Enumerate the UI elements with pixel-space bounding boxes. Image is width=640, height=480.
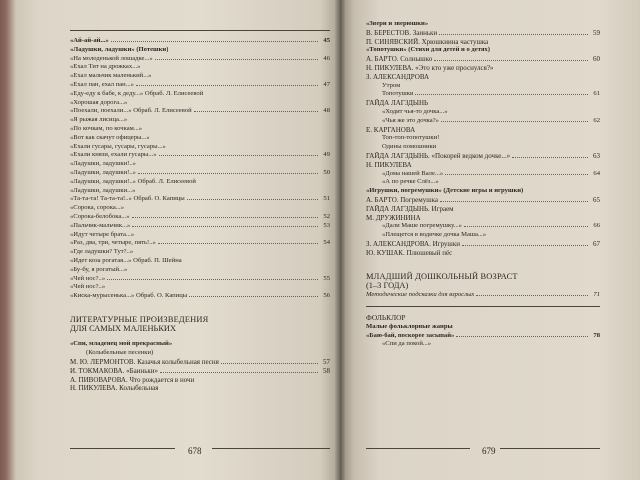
leader-dots — [138, 173, 318, 174]
toc-entry-page: 64 — [593, 169, 600, 177]
toc-entry-title: А. БАРТО. Солнышко — [366, 55, 433, 64]
toc-entry-title: «Баю-бай, поскорее засыпай» — [366, 331, 455, 339]
toc-entry — [70, 248, 330, 257]
toc-entry — [70, 349, 330, 358]
toc-entry-title: М. Ю. ЛЕРМОНТОВ. Казачья колыбельная песня — [70, 358, 219, 366]
leader-dots — [155, 59, 318, 60]
toc-entry-title: «Плещется в водичке дочка Маша...» — [382, 231, 487, 239]
folio-rule-right — [212, 448, 330, 449]
toc-entry-page: 52 — [323, 212, 330, 220]
toc-entry-title: ГАЙДА ЛАГЗДЫНЬ. Играем — [366, 204, 454, 213]
toc-entry-title: «Топотушки» (Стихи для детей и о детях) — [366, 46, 490, 54]
toc-entry — [70, 195, 330, 204]
toc-entry-title: Топотушки — [382, 90, 414, 98]
toc-entry — [70, 37, 330, 46]
toc-entry-page: 56 — [323, 292, 330, 300]
toc-entry-title: М. ДРУЖИНИНА — [366, 213, 421, 222]
toc-entry — [70, 222, 330, 231]
toc-entry-title: ГАЙДА ЛАГЗДЫНЬ — [366, 99, 429, 108]
toc-entry-title: «Вот как скачут офицеры...» — [70, 133, 150, 141]
toc-entry-title: «Где ладушки? Тут?..» — [70, 248, 134, 256]
toc-entry-page: 51 — [323, 195, 330, 203]
toc-entry — [70, 239, 330, 248]
toc-entry — [70, 358, 330, 367]
leader-dots — [221, 363, 318, 364]
toc-entry — [366, 196, 600, 205]
toc-entry-title: «Сорока, сорока...» — [70, 204, 125, 212]
toc-entry-title: «Ладушки, ладушки!..» — [70, 160, 136, 168]
toc-entry-title: Методические подсказки для взрослых — [366, 291, 475, 299]
toc-entry — [70, 292, 330, 301]
leader-dots — [462, 245, 588, 246]
toc-entry-title: «Ехал мальчик маленький...» — [70, 72, 152, 80]
leader-dots — [136, 85, 318, 86]
toc-entry-title: «Хорошая дорога...» — [70, 98, 128, 106]
toc-entry-title: Н. ПИКУЛЕВА. Колыбельная — [70, 384, 159, 393]
toc-entry — [70, 107, 330, 116]
toc-entry-title: «Ай-ай-ай...» — [70, 37, 109, 44]
toc-entry — [366, 46, 600, 55]
book-spine-shadow — [335, 0, 345, 480]
toc-entry — [70, 283, 330, 292]
toc-entry-title: «Спи, младенец мой прекрасный» — [70, 340, 173, 348]
toc-entry-title: «Ехал пан, ехал пан...» — [70, 80, 134, 88]
leader-dots — [434, 60, 588, 61]
toc-entry — [366, 117, 600, 126]
toc-entry — [70, 125, 330, 134]
toc-entry — [70, 116, 330, 125]
toc-entry-page: 59 — [593, 28, 600, 37]
left-entries-list — [70, 37, 330, 301]
toc-entry — [366, 222, 600, 231]
toc-entry-title: А. ПИВОВАРОВА. Что рождается в ночи — [70, 375, 195, 384]
toc-entry-page: 55 — [323, 274, 330, 282]
toc-entry-title: «А по речке Слёз...» — [382, 178, 439, 186]
right-entries-list — [366, 20, 600, 258]
toc-entry — [70, 90, 330, 99]
toc-entry — [70, 187, 330, 196]
toc-entry-title: «Идут четыре брата...» — [70, 230, 135, 238]
toc-entry-title: Топ-топ-топотушки! — [382, 134, 440, 142]
toc-entry-page: 67 — [593, 239, 600, 248]
toc-entry — [366, 38, 600, 47]
toc-entry — [70, 340, 330, 349]
leader-dots — [476, 295, 588, 296]
page-number: 679 — [482, 446, 496, 456]
toc-entry — [70, 231, 330, 240]
folio-rule-left — [70, 448, 175, 449]
toc-entry-title: «Ехали гусары, гусары, гусары...» — [70, 142, 166, 150]
toc-entry-title: Н. ПИКУЛЕВА. «Это кто уже проснулся?» — [366, 63, 494, 72]
leader-dots — [512, 157, 588, 158]
folio-rule-right — [500, 448, 600, 449]
toc-entry — [70, 81, 330, 90]
toc-entry — [70, 134, 330, 143]
toc-entry — [366, 240, 600, 249]
toc-entry-title: Утром — [382, 81, 401, 89]
toc-entry — [366, 249, 600, 258]
toc-entry-title: «По кочкам, по кочкам...» — [70, 124, 143, 132]
toc-entry-title: «Чей нос?..» — [70, 283, 106, 291]
toc-entry-title: «Бу-бу, я рогатый...» — [70, 265, 128, 273]
toc-entry — [70, 213, 330, 222]
toc-entry-title: «Ладушки, ладушки!..» — [70, 168, 136, 176]
toc-entry — [70, 266, 330, 275]
toc-entry-title: «Игрушки, погремушки» (Детские игры и игрушки) — [366, 187, 524, 195]
toc-entry-title: «Идет коза рогатая...» Обраб. П. Шейна — [70, 256, 182, 264]
toc-entry — [366, 340, 600, 349]
leader-dots — [132, 226, 318, 227]
toc-entry-title: А. БАРТО. Погремушка — [366, 195, 439, 204]
toc-entry — [366, 108, 600, 117]
toc-entry-title: «Дали Маше погремушку...» — [382, 222, 462, 230]
toc-entry-title: Одины помошники — [382, 143, 437, 151]
toc-entry-title: З. АЛЕКСАНДРОВА — [366, 72, 430, 81]
toc-entry — [366, 82, 600, 91]
toc-entry — [70, 376, 330, 385]
left-entries-list-2 — [70, 340, 330, 393]
toc-entry-title: «Киска-мурысенька...» Обраб. О. Капицы — [70, 292, 188, 300]
leader-dots — [107, 279, 318, 280]
toc-entry — [70, 160, 330, 169]
toc-entry-title: «Ехал Тит на дрожках...» — [70, 63, 141, 71]
section-heading: МЛАДШИЙ ДОШКОЛЬНЫЙ ВОЗРАСТ — [366, 271, 518, 281]
toc-entry — [366, 73, 600, 82]
toc-entry-page: 61 — [593, 90, 600, 98]
section-heading-line2: (1–3 ГОДА) — [366, 281, 409, 291]
toc-entry — [366, 126, 600, 135]
toc-entry-page: 65 — [593, 195, 600, 204]
toc-entry-title: И. ТОКМАКОВА. «Баиньки» — [70, 366, 159, 375]
leader-dots — [159, 155, 318, 156]
right-entries-list-3 — [366, 323, 600, 349]
leader-dots — [132, 217, 318, 218]
toc-entry-title: Ю. КУШАК. Плюшевый пёс — [366, 248, 453, 257]
toc-entry — [70, 55, 330, 64]
toc-entry-page: 53 — [323, 221, 330, 229]
page-number: 678 — [188, 446, 202, 456]
toc-entry — [70, 204, 330, 213]
leader-dots — [194, 111, 318, 112]
leader-dots — [464, 226, 588, 227]
toc-entry — [366, 178, 600, 187]
toc-entry — [366, 152, 600, 161]
toc-entry-title: Малые фольклорные жанры — [366, 322, 453, 330]
toc-entry-title: (Колыбельные песенки) — [86, 349, 154, 357]
toc-entry — [70, 384, 330, 393]
toc-entry-title: «Еду-еду к бабе, к деду...» Обраб. Л. Елисеевой — [70, 89, 204, 97]
toc-entry-title: П. СИНЯВСКИЙ. Хрюшкиина частушка — [366, 37, 489, 46]
toc-entry-page: 48 — [323, 107, 330, 115]
toc-entry-page: 45 — [323, 37, 330, 44]
toc-entry — [366, 187, 600, 196]
toc-entry-title: «Чья же это дочка?» — [382, 116, 439, 124]
toc-entry — [366, 134, 600, 143]
leader-dots — [160, 372, 318, 373]
toc-entry-title: «Ладушки, ладушки!..» Обраб. Л. Елисеевой — [70, 177, 196, 185]
toc-entry-title: «Пальчик-мальчик...» — [70, 221, 131, 229]
toc-entry — [70, 169, 330, 178]
leader-dots — [439, 34, 588, 35]
top-rule — [70, 30, 330, 31]
toc-entry — [366, 291, 600, 300]
toc-entry — [366, 29, 600, 38]
toc-entry — [366, 20, 600, 29]
toc-entry — [366, 332, 600, 341]
toc-entry-page: 47 — [323, 80, 330, 88]
toc-entry — [70, 151, 330, 160]
toc-entry-title: «Чей нос?..» — [70, 274, 106, 282]
toc-entry-title: «Ходит чья-то дочка...» — [382, 107, 448, 115]
toc-entry-title: В. БЕРЕСТОВ. Заиньки — [366, 28, 438, 37]
toc-entry — [366, 231, 600, 240]
toc-entry-title: З. АЛЕКСАНДРОВА. Игрушки — [366, 239, 460, 248]
leader-dots — [189, 296, 318, 297]
toc-entry — [366, 205, 600, 214]
folio-rule-left — [366, 448, 470, 449]
toc-entry-title: «На молоденькой лошадке...» — [70, 54, 153, 62]
leader-dots — [445, 174, 588, 175]
toc-entry-page: 60 — [593, 55, 600, 64]
toc-entry-page: 49 — [323, 151, 330, 159]
leader-dots — [187, 199, 318, 200]
toc-entry-title: «Дома нашей Вале...» — [382, 169, 444, 177]
toc-entry-title: Н. ПИКУЛЕВА — [366, 160, 412, 169]
leader-dots — [415, 94, 588, 95]
toc-entry — [70, 46, 330, 55]
toc-entry-title: «Я рыжая лисица...» — [70, 116, 128, 124]
toc-entry — [366, 64, 600, 73]
toc-entry-page: 71 — [593, 291, 600, 299]
toc-entry — [70, 143, 330, 152]
toc-entry-title: ГАЙДА ЛАГЗДЫНЬ. «Покорей ведком дочке...» — [366, 151, 511, 160]
toc-entry-page: 58 — [323, 366, 330, 375]
toc-entry — [70, 72, 330, 81]
toc-entry-title: «Ладушки, ладушки...» — [70, 186, 136, 194]
toc-entry-page: 54 — [323, 239, 330, 247]
section-heading-folklore: ФОЛЬКЛОР — [366, 312, 406, 322]
toc-entry — [70, 63, 330, 72]
toc-entry — [366, 55, 600, 64]
toc-entry-title: «Та-та-та! Та-та-та!..» Обраб. О. Капицы — [70, 195, 185, 203]
leader-dots — [456, 336, 588, 337]
section-rule — [366, 306, 600, 307]
toc-entry-title: «Сорока-белобока...» — [70, 212, 130, 220]
leader-dots — [158, 243, 318, 244]
toc-entry — [366, 143, 600, 152]
toc-entry-title: «Поехали, поехали...» Обраб. Л. Елисеевой — [70, 107, 192, 115]
leader-dots — [440, 201, 588, 202]
leader-dots — [441, 121, 588, 122]
section-heading-line2: ДЛЯ САМЫХ МАЛЕНЬКИХ — [70, 324, 177, 334]
right-entries-list-2 — [366, 291, 600, 300]
toc-entry — [366, 161, 600, 170]
toc-entry-title: «Ехали князи, ехали гусары...» — [70, 151, 157, 159]
left-contents-column — [70, 30, 330, 393]
toc-entry-page: 57 — [323, 358, 330, 366]
toc-entry — [366, 90, 600, 99]
toc-entry-title: «Раз, два, три, четыре, пять!..» — [70, 239, 156, 247]
toc-entry — [366, 323, 600, 332]
toc-entry — [366, 99, 600, 108]
toc-entry-title: «Звери и зверюшки» — [366, 20, 429, 27]
toc-entry — [70, 257, 330, 266]
toc-entry-page: 46 — [323, 54, 330, 62]
right-contents-column — [366, 20, 600, 349]
toc-entry — [366, 170, 600, 179]
toc-entry — [366, 214, 600, 223]
toc-entry — [70, 178, 330, 187]
toc-entry-title: «Спи да покой...» — [382, 340, 432, 348]
toc-entry-title: «Ладушки, ладушки» (Потешки) — [70, 45, 169, 53]
section-heading: ЛИТЕРАТУРНЫЕ ПРОИЗВЕДЕНИЯ — [70, 314, 209, 324]
toc-entry — [70, 275, 330, 284]
toc-entry-page: 62 — [593, 116, 600, 124]
toc-entry-page: 50 — [323, 168, 330, 176]
toc-entry — [70, 367, 330, 376]
leader-dots — [111, 41, 318, 42]
toc-entry-page: 63 — [593, 151, 600, 160]
toc-entry-page: 78 — [593, 331, 600, 339]
toc-entry-title: Е. КАРГАНОВА — [366, 125, 416, 134]
toc-entry-page: 66 — [593, 222, 600, 230]
toc-entry — [70, 99, 330, 108]
